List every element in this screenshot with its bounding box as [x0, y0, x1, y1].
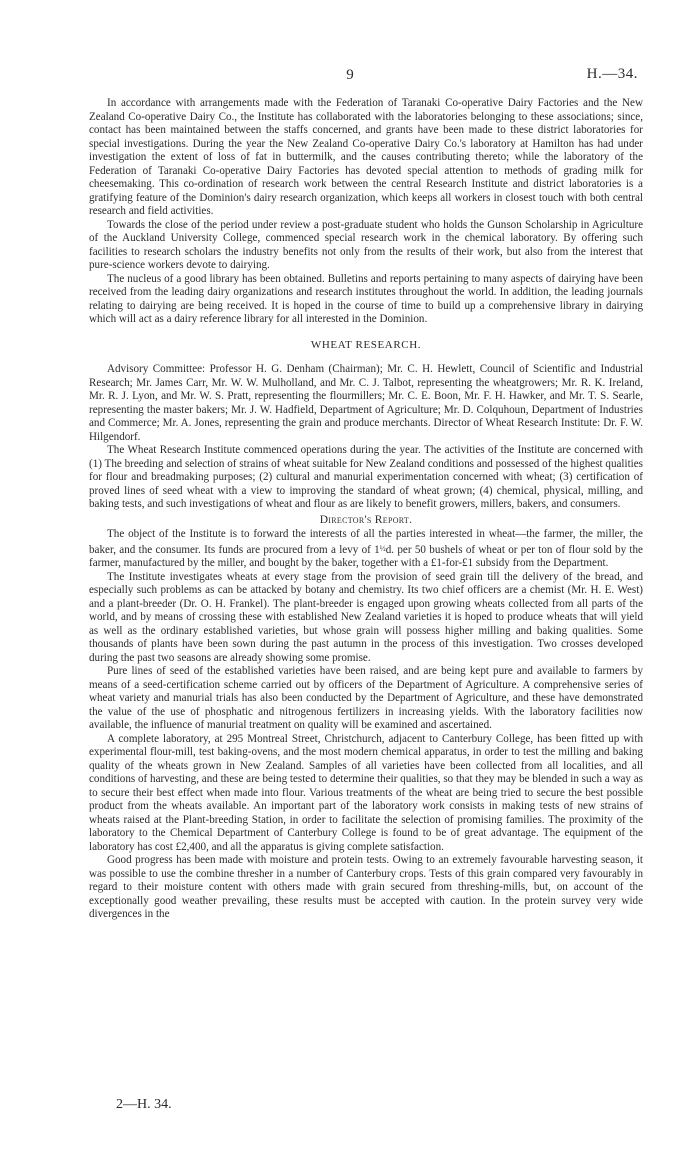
paragraph: Good progress has been made with moisture and protein tests. Owing to an extremely favourable harvesting season, it was possible to use the combine thresher in a number of Canterbury crops. Tests of this grain compared very favourably in regard to their moisture content with others made with grain secured from threshing-mills, but, on account of the exceptionally good weather prevailing, these results must be accepted with caution. In the protein survey very wide divergences in the — [89, 854, 643, 920]
paragraph-levy — [89, 528, 643, 571]
paragraph: The nucleus of a good library has been obtained. Bulletins and reports pertaining to many aspects of dairying have been received from the leading dairy organizations and research institutes throughout the world. In addition, the leading journals relating to dairying are being received. It is hoped in the course of time to build up a comprehensive library in dairying which will act as a dairy reference library for all interested in the Dominion. — [89, 272, 643, 325]
page-number: 9 — [346, 67, 354, 83]
paragraph: The Wheat Research Institute commenced operations during the year. The activities of the Institute are concerned with (1) The breeding and selection of strains of wheat suitable for New Zealand conditions and possessed of the highest qualities for flour and breadmaking purposes; (2) cultural and manurial experimentation concerned with wheat; (3) certification of proved lines of seed wheat with a view to improving the standard of wheat grown; (4) chemical, physical, milling, and baking tests, and such investigations of wheat and flour as are likely to benefit growers, millers, bakers, and consumers. — [89, 444, 643, 510]
signature-reference: 2—H. 34. — [116, 1097, 172, 1112]
section-heading-wheat-research: WHEAT RESEARCH. — [310, 338, 422, 351]
paragraph: Pure lines of seed of the established varieties have been raised, and are being kept pure and available to farmers by means of a seed-certification scheme carried out by officers of the Department of Agriculture. A comprehensive series of wheat variety and manurial trials has also been conducted by the Department of Agriculture, and these have demonstrated the value of the use of phosphatic and nitrogenous fertilizers in increasing yields. With the laboratory facilities now available, the influence of manurial treatment on quality will be examined and ascertained. — [89, 665, 643, 731]
document-reference: H.—34. — [586, 66, 638, 82]
document-body — [89, 97, 643, 922]
paragraph: Towards the close of the period under review a post-graduate student who holds the Gunson Scholarship in Agriculture of the Auckland University College, commenced special research work in the chemical laboratory. By offering such facilities to research scholars the industry benefits not only from the results of their work, but also from the interest that pure-science workers devote to dairying. — [89, 218, 643, 271]
paragraph-advisory-committee: Advisory Committee: Professor H. G. Denham (Chairman); Mr. C. H. Hewlett, Council of Scientific and Industrial Research; Mr. James Carr, Mr. W. W. Mulholland, and Mr. C. J. Talbot, representing the wheatgrowers; Mr. R. K. Ireland, Mr. R. J. Lyon, and Mr. W. S. Pratt, representing the flourmillers; Mr. C. E. Boon, Mr. F. H. Hawker, and Mr. T. S. Searle, representing the master bakers; Mr. J. W. Hadfield, Department of Agriculture; Mr. D. Colquhoun, Department of Industries and Commerce; Mr. A. Jones, representing the grain and produce merchants. Director of Wheat Research Institute: Dr. F. W. Hilgendorf. — [89, 363, 643, 443]
paragraph: A complete laboratory, at 295 Montreal Street, Christchurch, adjacent to Canterbury College, has been fitted up with experimental flour-mill, test baking-ovens, and the most modern chemical apparatus, in order to test the milling and baking quality of the wheats grown in New Zealand. Samples of all varieties have been collected from all localities, and all conditions of harvesting, and these are being tested to determine their qualities, so that they may be blended in such a way as to secure their best effect when made into flour. Various treatments of the wheat are being tried to secure the best possible product from the wheats available. An important part of the laboratory work consists in making tests of new strains of wheats raised at the Plant-breeding Station, in order to facilitate the selection of promising families. The proximity of the laboratory to the Chemical Department of Canterbury College is found to be of great advantage. The equipment of the laboratory has cost £2,400, and all the apparatus is giving complete satisfaction. — [89, 732, 643, 853]
paragraph: In accordance with arrangements made with the Federation of Taranaki Co-operative Dairy Factories and the New Zealand Co-operative Dairy Co., the Institute has collaborated with the laboratories belonging to these associations; since, contact has been maintained between the staffs concerned, and grants have been made to these district laboratories for special investigations. During the year the New Zealand Co-operative Dairy Co.'s laboratory at Hamilton has had under investigation the extent of loss of fat in buttermilk, and the causes contributing thereto; while the laboratory of the Federation of Taranaki Co-operative Dairy Factories has devoted special attention to methods of grading milk for cheesemaking. This co-ordination of research work between the central Research Institute and district laboratories is a gratifying feature of the Dominion's dairy research organization, which keeps all workers in closest touch with both central research and field activities. — [89, 97, 643, 217]
levy-text-end: d. per 50 bushels of wheat or per ton of flour sold by the farmer, manufactured by the miller, and bought by the baker, together with a £1-for-£1 subsidy from the Department. — [89, 543, 643, 569]
subheading-directors-report: Director's Report. — [319, 513, 413, 526]
paragraph: The Institute investigates wheats at every stage from the provision of seed grain till the delivery of the bread, and especially such problems as can be attacked by botany and chemistry. Its two chief officers are a chemist (Mr. H. E. West) and a plant-breeder (Dr. O. H. Frankel). The plant-breeder is engaged upon growing wheats collected from all parts of the world, and by means of crossing these with established New Zealand varieties it is hoped to produce wheats that will yield as well as the ordinary established varieties, but whose grain will possess higher milling and baking qualities. Some thousands of plants have been sown during the past autumn in the process of this investigation. Two crosses developed during the past two seasons are already showing some promise. — [89, 570, 643, 664]
levy-fraction: ½ — [379, 543, 386, 553]
levy-text-start: The object of the Institute is to forward the interests of all the parties interested in wheat—the farmer, the miller, the baker, and the consumer. Its funds are procured from a levy of 1 — [89, 528, 643, 556]
